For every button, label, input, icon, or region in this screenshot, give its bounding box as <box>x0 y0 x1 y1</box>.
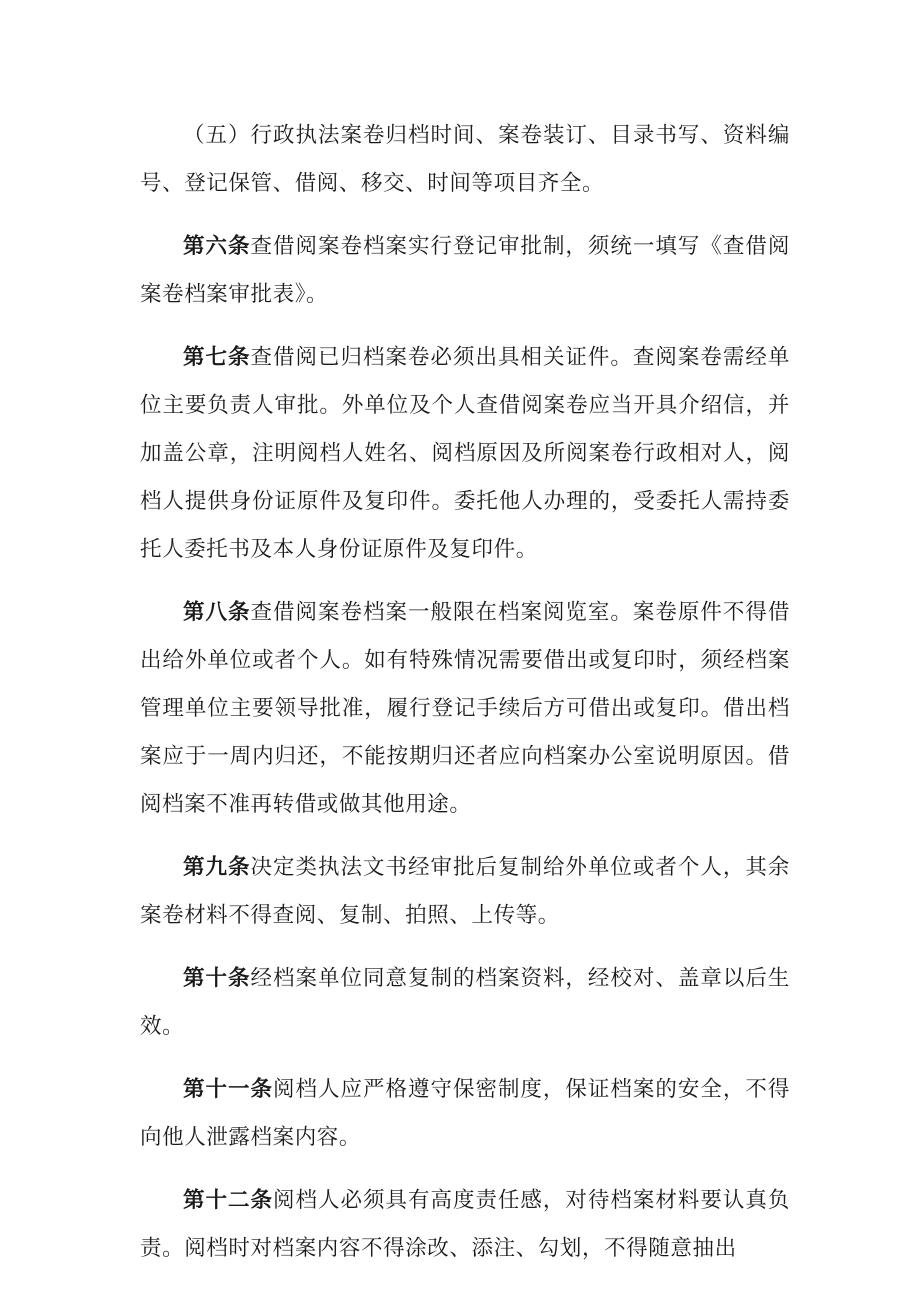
document-page <box>140 112 790 1288</box>
article-heading: 第七条 <box>183 345 251 370</box>
paragraph-text: 查借阅已归档案卷必须出具相关证件。查阅案卷需经单位主要负责人审批。外单位及个人查借阅案卷应当开具介绍信，并加盖公章，注明阅档人姓名、阅档原因及所阅案卷行政相对人，阅档人提供身份证原件及复印件。委托他人办理的，受委托人需持委托人委托书及本人身份证原件及复印件。 <box>140 345 790 562</box>
article-7 <box>140 334 790 574</box>
paragraph-item-5 <box>140 112 790 208</box>
paragraph-text: 查借阅案卷档案实行登记审批制，须统一填写《查借阅案卷档案审批表》。 <box>140 234 790 307</box>
article-6 <box>140 223 790 319</box>
article-heading: 第十条 <box>183 966 251 991</box>
article-8 <box>140 589 790 829</box>
article-heading: 第十一条 <box>183 1077 273 1102</box>
paragraph-text: 经档案单位同意复制的档案资料，经校对、盖章以后生效。 <box>140 966 790 1039</box>
article-10 <box>140 955 790 1051</box>
article-heading: 第十二条 <box>183 1188 273 1213</box>
article-heading: 第八条 <box>183 600 251 625</box>
paragraph-text: 查借阅案卷档案一般限在档案阅览室。案卷原件不得借出给外单位或者个人。如有特殊情况需要借出或复印时，须经档案管理单位主要领导批准，履行登记手续后方可借出或复印。借出档案应于一周内归还，不能按期归还者应向档案办公室说明原因。借阅档案不准再转借或做其他用途。 <box>140 600 790 817</box>
article-12 <box>140 1177 790 1273</box>
article-11 <box>140 1066 790 1162</box>
paragraph-text: （五）行政执法案卷归档时间、案卷装订、目录书写、资料编号、登记保管、借阅、移交、时间等项目齐全。 <box>140 123 790 196</box>
article-heading: 第九条 <box>183 855 251 880</box>
article-9 <box>140 844 790 940</box>
paragraph-text: 阅档人应严格遵守保密制度，保证档案的安全，不得向他人泄露档案内容。 <box>140 1077 790 1150</box>
paragraph-text: 阅档人必须具有高度责任感，对待档案材料要认真负责。阅档时对档案内容不得涂改、添注、勾划，不得随意抽出 <box>140 1188 790 1261</box>
article-heading: 第六条 <box>183 234 251 259</box>
paragraph-text: 决定类执法文书经审批后复制给外单位或者个人，其余案卷材料不得查阅、复制、拍照、上传等。 <box>140 855 790 928</box>
